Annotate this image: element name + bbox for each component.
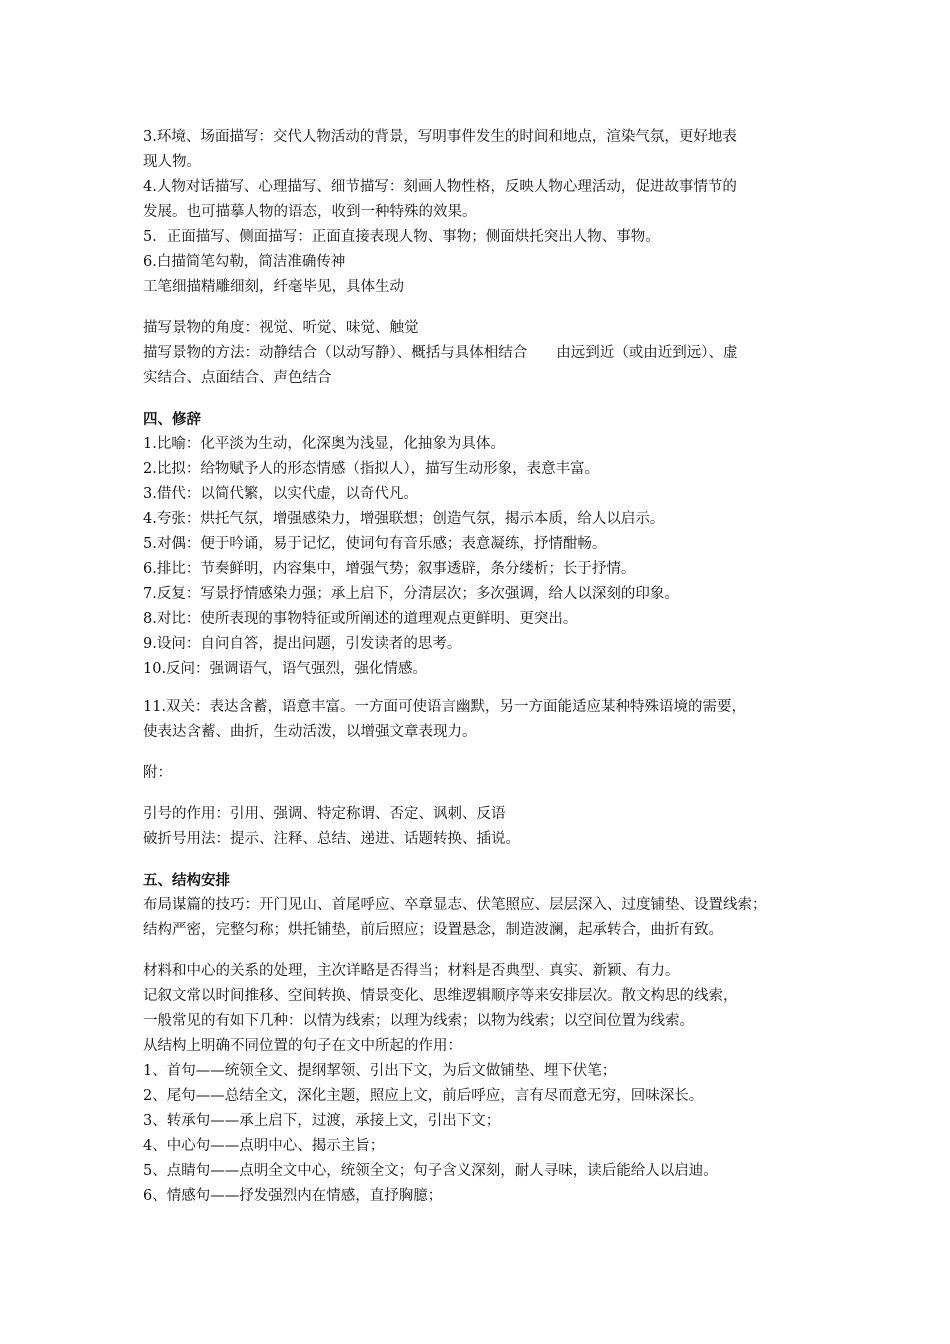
text-line: 6.白描简笔勾勒，简洁准确传神	[143, 254, 346, 270]
section-heading-structure: 五、结构安排	[143, 872, 230, 889]
list-item: 6.排比：节奏鲜明，内容集中，增强气势；叙事透辟，条分缕析；长于抒情。	[143, 561, 636, 577]
spacer	[143, 391, 813, 407]
material-structure-block	[143, 959, 813, 1209]
list-item: 4、中心句——点明中心、揭示主旨；	[143, 1138, 385, 1154]
text-line: 一般常见的有如下几种：以情为线索；以理为线索；以物为线索；以空间位置为线索。	[143, 1013, 694, 1029]
appendix-block	[143, 802, 813, 852]
text-line: 材料和中心的关系的处理，主次详略是否得当；材料是否典型、真实、新颖、有力。	[143, 963, 680, 979]
text-line: 引号的作用：引用、强调、特定称谓、否定、讽刺、反语	[143, 806, 506, 822]
spacer	[143, 300, 813, 316]
list-item: 5、点睛句——点明全文中心，统领全文；句子含义深刻，耐人寻味，读后能给人以启迪。	[143, 1163, 718, 1179]
description-methods-block	[143, 125, 813, 300]
layout-techniques-block	[143, 893, 813, 943]
text-line: 3.环境、场面描写：交代人物活动的背景，写明事件发生的时间和地点，渲染气氛，更好地表	[143, 129, 737, 145]
spacer	[143, 682, 813, 695]
text-line: 5．正面描写、侧面描写：正面直接表现人物、事物；侧面烘托突出人物、事物。	[143, 229, 660, 245]
list-item: 9.设问：自问自答，提出问题，引发读者的思考。	[143, 636, 462, 652]
list-item: 6、情感句——抒发强烈内在情感，直抒胸臆；	[143, 1188, 443, 1204]
text-line: 描写景物的方法：动静结合（以动写静）、概括与具体相结合 由远到近（或由近到远）、虚	[143, 345, 738, 361]
list-item: 2、尾句——总结全文，深化主题，照应上文，前后呼应，言有尽而意无穷，回味深长。	[143, 1088, 704, 1104]
list-item: 8.对比：使所表现的事物特征或所阐述的道理观点更鲜明、更突出。	[143, 611, 578, 627]
text-line: 从结构上明确不同位置的句子在文中所起的作用：	[143, 1038, 462, 1054]
document-page	[143, 125, 813, 1209]
list-item: 3、转承句——承上启下，过渡，承接上文，引出下文；	[143, 1113, 501, 1129]
text-line: 现人物。	[143, 154, 201, 170]
list-item: 5.对偶：便于吟诵，易于记忆，使词句有音乐感；表意凝练，抒情酣畅。	[143, 536, 607, 552]
text-line: 11.双关：表达含蓄，语意丰富。一方面可使语言幽默，另一方面能适应某种特殊语境的需要，	[143, 699, 747, 715]
list-item: 1、首句——统领全文、提纲挈领、引出下文，为后文做铺垫、埋下伏笔；	[143, 1063, 617, 1079]
scenery-description-block	[143, 316, 813, 391]
spacer	[143, 745, 813, 761]
rhetoric-item-11	[143, 695, 813, 745]
text-line: 工笔细描精雕细刻，纤毫毕见，具体生动	[143, 279, 404, 295]
list-item: 7.反复：写景抒情感染力强；承上启下，分清层次；多次强调，给人以深刻的印象。	[143, 586, 679, 602]
text-line: 发展。也可描摹人物的语态，收到一种特殊的效果。	[143, 204, 477, 220]
appendix-label: 附：	[143, 765, 172, 781]
rhetoric-list	[143, 432, 813, 682]
text-line: 4.人物对话描写、心理描写、细节描写：刻画人物性格，反映人物心理活动，促进故事情节的	[143, 179, 737, 195]
spacer	[143, 852, 813, 868]
list-item: 1.比喻：化平淡为生动，化深奥为浅显，化抽象为具体。	[143, 436, 505, 452]
list-item: 3.借代：以简代繁，以实代虚，以奇代凡。	[143, 486, 418, 502]
text-line: 描写景物的角度：视觉、听觉、味觉、触觉	[143, 320, 419, 336]
text-line: 使表达含蓄、曲折，生动活泼，以增强文章表现力。	[143, 724, 477, 740]
list-item: 10.反问：强调语气，语气强烈，强化情感。	[143, 661, 428, 677]
spacer	[143, 786, 813, 802]
text-line: 布局谋篇的技巧：开门见山、首尾呼应、卒章显志、伏笔照应、层层深入、过度铺垫、设置线索；	[143, 897, 767, 913]
spacer	[143, 943, 813, 959]
text-line: 记叙文常以时间推移、空间转换、情景变化、思维逻辑顺序等来安排层次。散文构思的线索，	[143, 988, 738, 1004]
section-heading-rhetoric: 四、修辞	[143, 411, 201, 428]
list-item: 4.夸张：烘托气氛，增强感染力，增强联想；创造气氛，揭示本质，给人以启示。	[143, 511, 665, 527]
text-line: 结构严密，完整匀称；烘托铺垫，前后照应；设置悬念，制造波澜，起承转合，曲折有致。	[143, 922, 723, 938]
list-item: 2.比拟：给物赋予人的形态情感（指拟人），描写生动形象，表意丰富。	[143, 461, 600, 477]
text-line: 实结合、点面结合、声色结合	[143, 370, 332, 386]
text-line: 破折号用法：提示、注释、总结、递进、话题转换、插说。	[143, 831, 520, 847]
